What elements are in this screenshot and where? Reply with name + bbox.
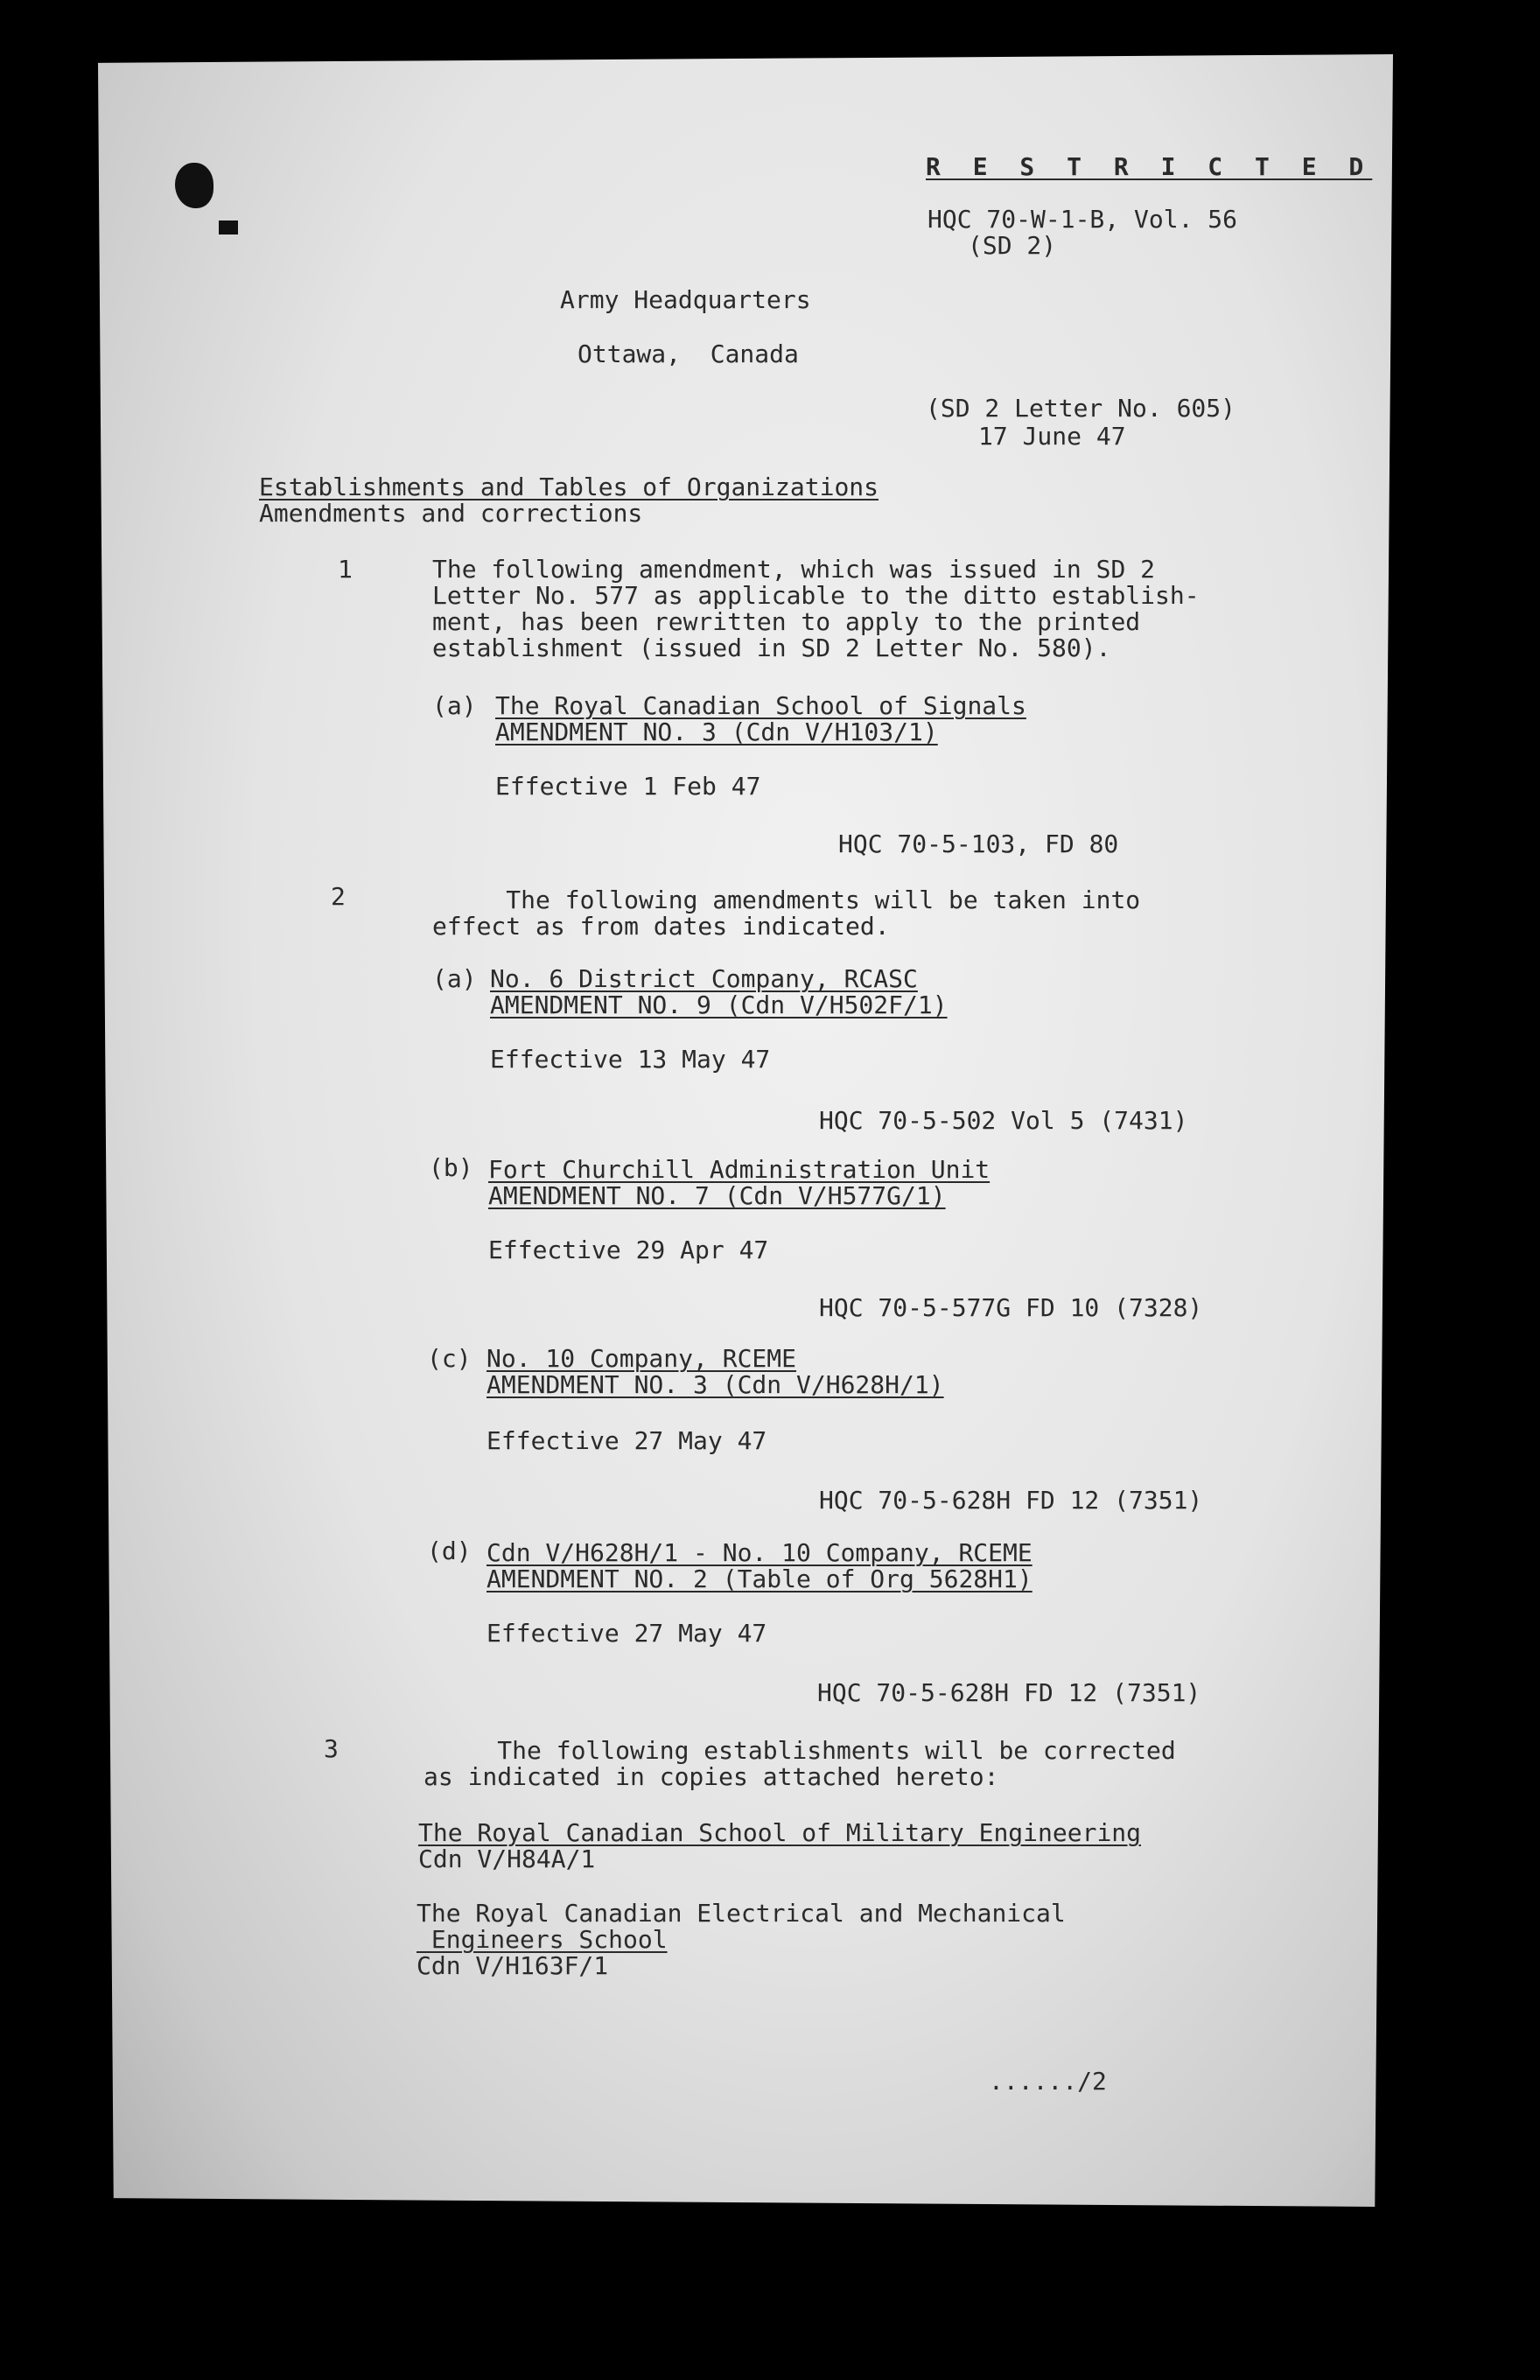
letter-reference: (SD 2 Letter No. 605) bbox=[926, 394, 1236, 423]
effective-date: Effective 29 Apr 47 bbox=[488, 1236, 769, 1264]
correction-ref: Cdn V/H84A/1 bbox=[418, 1844, 596, 1873]
correction-ref: Cdn V/H163F/1 bbox=[416, 1951, 609, 1980]
amendment-number: AMENDMENT NO. 9 (Cdn V/H502F/1) bbox=[490, 990, 948, 1019]
amendment-number: AMENDMENT NO. 2 (Table of Org 5628H1) bbox=[486, 1564, 1032, 1593]
unit-title: The Royal Canadian School of Signals bbox=[495, 691, 1026, 720]
file-reference: HQC 70-W-1-B, Vol. 56 bbox=[928, 205, 1238, 234]
unit-title: Cdn V/H628H/1 - No. 10 Company, RCEME bbox=[486, 1538, 1032, 1567]
letter-date: 17 June 47 bbox=[978, 422, 1126, 451]
file-ref: HQC 70-5-502 Vol 5 (7431) bbox=[819, 1106, 1188, 1135]
paragraph-line: The following amendment, which was issued in SD 2 bbox=[432, 555, 1156, 584]
item-label: (a) bbox=[432, 691, 477, 720]
item-label: (b) bbox=[429, 1153, 473, 1182]
paragraph-line: ment, has been rewritten to apply to the printed bbox=[432, 607, 1141, 636]
unit-title: No. 6 District Company, RCASC bbox=[490, 964, 918, 993]
effective-date: Effective 13 May 47 bbox=[490, 1045, 771, 1074]
subject-subtitle: Amendments and corrections bbox=[259, 499, 643, 528]
page-continuation: ....../2 bbox=[989, 2067, 1107, 2096]
paragraph-line: The following amendments will be taken into bbox=[432, 886, 1141, 914]
correction-title-line-1: The Royal Canadian Electrical and Mechanical bbox=[416, 1899, 1066, 1928]
paragraph-number: 3 bbox=[324, 1734, 339, 1763]
amendment-number: AMENDMENT NO. 3 (Cdn V/H103/1) bbox=[495, 718, 938, 746]
unit-title: No. 10 Company, RCEME bbox=[486, 1344, 797, 1373]
correction-title: The Royal Canadian School of Military Engineering bbox=[418, 1818, 1142, 1847]
item-label: (c) bbox=[427, 1344, 472, 1373]
effective-date: Effective 27 May 47 bbox=[486, 1619, 767, 1648]
item-label: (d) bbox=[427, 1536, 472, 1565]
paragraph-line: effect as from dates indicated. bbox=[432, 912, 890, 941]
item-label: (a) bbox=[432, 964, 477, 993]
correction-title-line-2: Engineers School bbox=[416, 1925, 668, 1954]
amendment-number: AMENDMENT NO. 7 (Cdn V/H577G/1) bbox=[488, 1181, 946, 1210]
file-ref: HQC 70-5-103, FD 80 bbox=[838, 830, 1119, 858]
file-ref: HQC 70-5-577G FD 10 (7328) bbox=[819, 1293, 1203, 1322]
origin-line-1: Army Headquarters bbox=[560, 285, 811, 314]
paragraph-number: 2 bbox=[331, 882, 346, 911]
paragraph-number: 1 bbox=[338, 555, 353, 584]
classification-stamp: R E S T R I C T E D bbox=[926, 152, 1373, 181]
amendment-number: AMENDMENT NO. 3 (Cdn V/H628H/1) bbox=[486, 1370, 944, 1399]
unit-title: Fort Churchill Administration Unit bbox=[488, 1155, 990, 1184]
subject-title: Establishments and Tables of Organizations bbox=[259, 472, 879, 501]
file-ref: HQC 70-5-628H FD 12 (7351) bbox=[817, 1678, 1201, 1707]
paragraph-line: The following establishments will be corrected bbox=[424, 1736, 1176, 1765]
paragraph-line: Letter No. 577 as applicable to the ditto establish- bbox=[432, 581, 1200, 610]
file-reference-sub: (SD 2) bbox=[968, 231, 1057, 260]
effective-date: Effective 1 Feb 47 bbox=[495, 772, 761, 801]
paragraph-line: establishment (issued in SD 2 Letter No. 580). bbox=[432, 634, 1111, 662]
file-ref: HQC 70-5-628H FD 12 (7351) bbox=[819, 1486, 1203, 1515]
paragraph-line: as indicated in copies attached hereto: bbox=[424, 1762, 999, 1791]
effective-date: Effective 27 May 47 bbox=[486, 1426, 767, 1455]
origin-line-2: Ottawa, Canada bbox=[578, 340, 799, 368]
